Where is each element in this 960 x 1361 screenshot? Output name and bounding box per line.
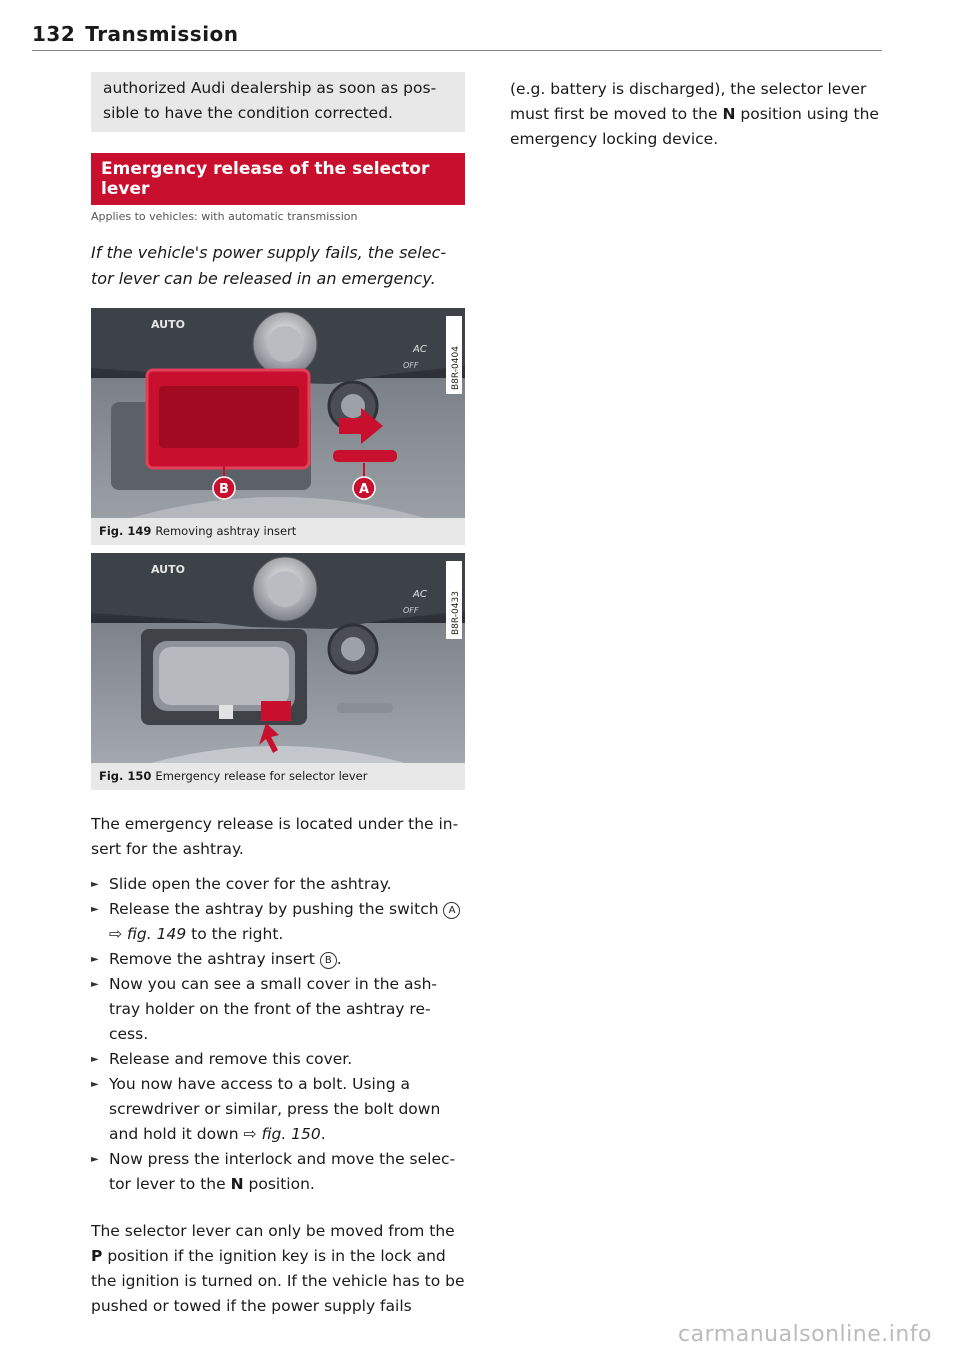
- applies-note: Applies to vehicles: with automatic transmission: [91, 210, 358, 223]
- fig149-caption-text: Removing ashtray insert: [155, 524, 297, 538]
- fig149-code: B8R-0404: [451, 346, 461, 390]
- svg-text:B: B: [219, 482, 229, 497]
- step-7: ► Now press the interlock and move the selec-tor lever to the N position.: [91, 1147, 465, 1197]
- step-3: ► Remove the ashtray insert B .: [91, 947, 465, 972]
- fig150-auto-label: AUTO: [151, 563, 185, 576]
- fig150-release-bolt: [261, 701, 291, 721]
- page-number: 132: [32, 22, 76, 46]
- left-column: [91, 72, 465, 1319]
- fig150-caption-text: Emergency release for selector lever: [155, 769, 368, 783]
- fig149-auto-label: AUTO: [151, 318, 185, 331]
- step-4: ► Now you can see a small cover in the ash-tray holder on the front of the ashtray re-cess.: [91, 972, 465, 1047]
- procedure-steps: [91, 872, 465, 1197]
- page-header: [32, 22, 239, 46]
- fig-150-illustration: [91, 553, 465, 763]
- figure-149: [91, 308, 465, 545]
- closing-paragraph: The selector lever can only be moved from the P position if the ignition key is in the lock and the ignition is turned on. If the vehicle has to be pushed or towed if the power supply fails: [91, 1222, 465, 1315]
- fig-149-illustration: [91, 308, 465, 518]
- fig150-code: B8R-0433: [451, 591, 461, 635]
- fig149-number: Fig. 149: [99, 524, 152, 538]
- chapter-title: Transmission: [85, 22, 239, 46]
- fig150-reference[interactable]: ⇨ fig. 150: [243, 1125, 321, 1143]
- fig149-release-switch: [333, 450, 397, 462]
- callout-a-mark: A: [443, 902, 460, 919]
- step-1: ► Slide open the cover for the ashtray.: [91, 872, 465, 897]
- fig150-ac-label: AC: [413, 589, 427, 600]
- callout-b-mark: B: [320, 952, 337, 969]
- fig150-caption: [91, 763, 465, 790]
- figure-150: [91, 553, 465, 790]
- header-rule: [32, 50, 882, 51]
- location-paragraph: The emergency release is located under the in-sert for the ashtray.: [91, 815, 459, 858]
- svg-text:A: A: [358, 482, 370, 497]
- step-2: ► Release the ashtray by pushing the switch A ⇨ fig. 149 to the right.: [91, 897, 465, 947]
- fig149-off-label: OFF: [403, 361, 419, 370]
- right-column: (e.g. battery is discharged), the selector lever must first be moved to the N position using the emergency locking device.: [510, 80, 879, 148]
- carryover-note: authorized Audi dealership as soon as pos-sible to have the condition corrected.: [91, 72, 465, 132]
- fig149-ac-label: AC: [413, 344, 427, 355]
- section-title: Emergency release of the selector lever: [91, 153, 465, 205]
- fig150-number: Fig. 150: [99, 769, 152, 783]
- watermark: carmanualsonline.info: [678, 1322, 932, 1347]
- step-6: ► You now have access to a bolt. Using a screwdriver or similar, press the bolt down and hold it down ⇨ fig. 150.: [91, 1072, 465, 1147]
- intro-text: If the vehicle's power supply fails, the selec-tor lever can be released in an emergency.: [91, 243, 447, 288]
- fig149-caption: [91, 518, 465, 545]
- fig150-off-label: OFF: [403, 606, 419, 615]
- step-5: ► Release and remove this cover.: [91, 1047, 465, 1072]
- fig149-reference[interactable]: ⇨ fig. 149: [109, 925, 187, 943]
